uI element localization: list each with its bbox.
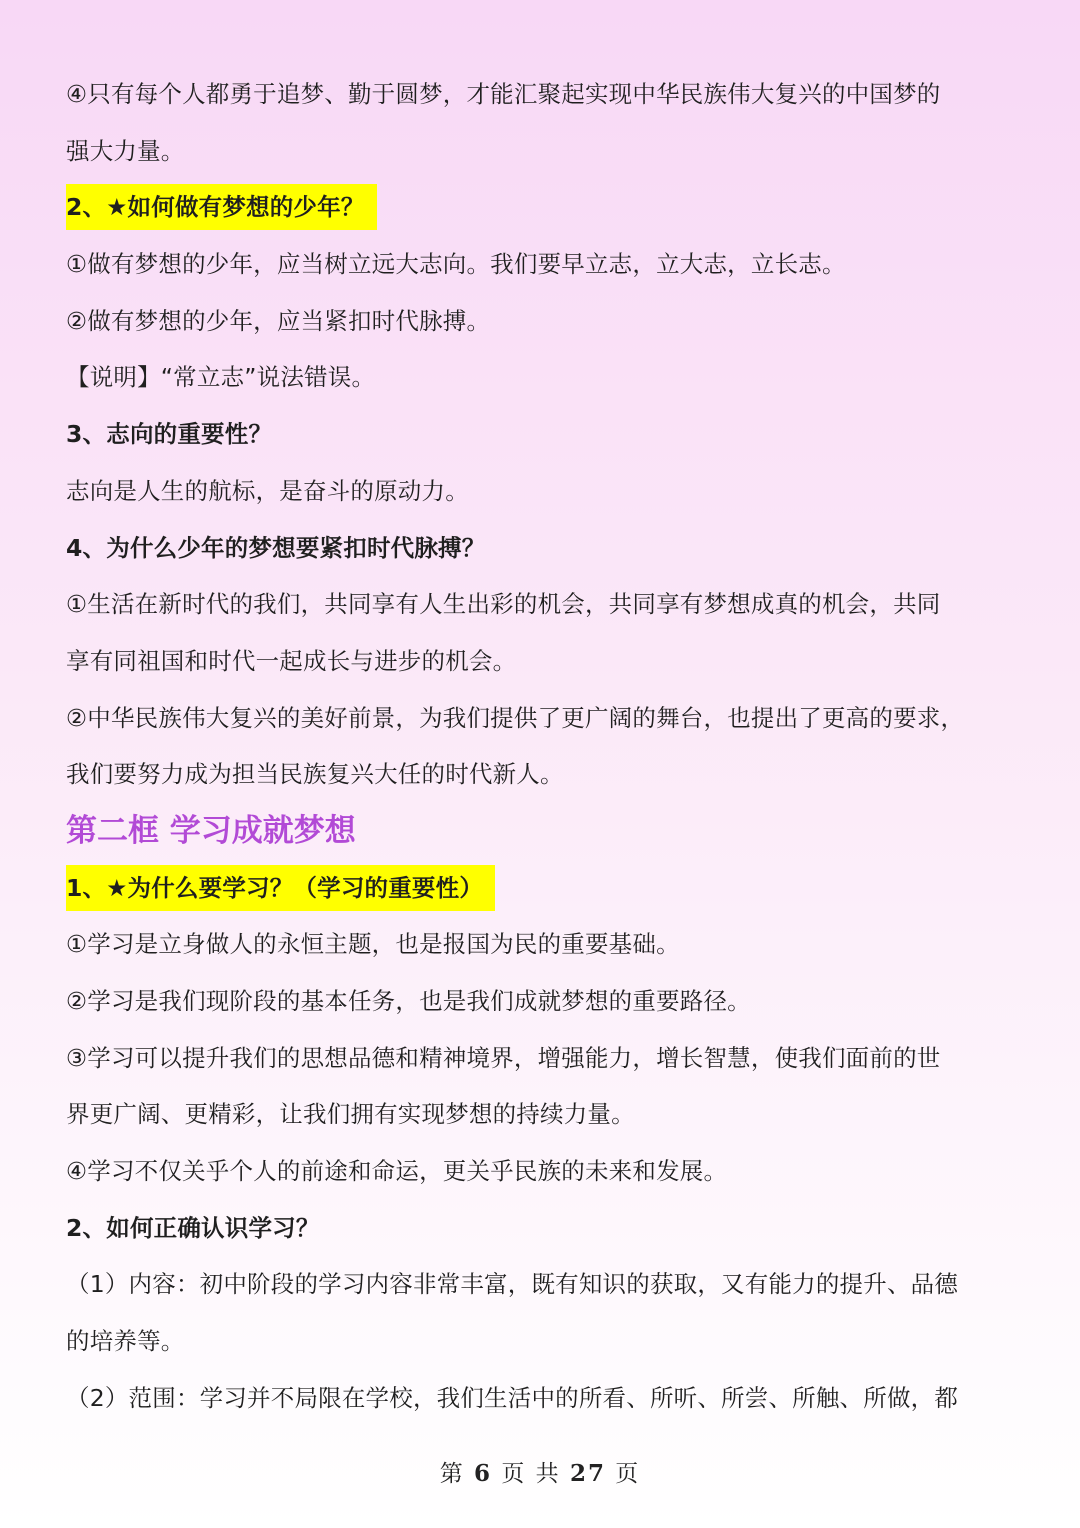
paragraph-line: （1）内容：初中阶段的学习内容非常丰富，既有知识的获取，又有能力的提升、品德 bbox=[66, 1270, 959, 1299]
question-heading bbox=[66, 179, 1016, 236]
total-page-number: 27 bbox=[569, 1460, 606, 1487]
section-title: 第二框 学习成就梦想 bbox=[66, 812, 356, 849]
paragraph-line: ④学习不仅关乎个人的前途和命运，更关乎民族的未来和发展。 bbox=[66, 1157, 728, 1186]
paragraph-line: ②中华民族伟大复兴的美好前景，为我们提供了更广阔的舞台，也提出了更高的要求， bbox=[66, 703, 965, 732]
paragraph-line: （2）范围：学习并不局限在学校，我们生活中的所看、所听、所尝、所触、所做，都 bbox=[66, 1383, 959, 1412]
highlighted-heading-text: 2、★如何做有梦想的少年？ bbox=[66, 184, 377, 230]
highlighted-heading-text: 1、★为什么要学习？（学习的重要性） bbox=[66, 865, 495, 911]
paragraph-line: 界更广阔、更精彩，让我们拥有实现梦想的持续力量。 bbox=[66, 1100, 635, 1129]
paragraph-line: ①做有梦想的少年，应当树立远大志向。我们要早立志，立大志，立长志。 bbox=[66, 250, 846, 279]
paragraph-line: 我们要努力成为担当民族复兴大任的时代新人。 bbox=[66, 760, 564, 789]
paragraph-line: 的培养等。 bbox=[66, 1327, 185, 1356]
note-line: 【说明】“常立志”说法错误。 bbox=[66, 363, 376, 392]
paragraph-line: ①学习是立身做人的永恒主题，也是报国为民的重要基础。 bbox=[66, 930, 680, 959]
question-heading bbox=[66, 860, 1016, 917]
question-heading: 4、为什么少年的梦想要紧扣时代脉搏？ bbox=[66, 533, 486, 562]
question-heading: 2、如何正确认识学习？ bbox=[66, 1213, 320, 1242]
paragraph-line: ①生活在新时代的我们，共同享有人生出彩的机会，共同享有梦想成真的机会，共同 bbox=[66, 590, 941, 619]
paragraph-line: 强大力量。 bbox=[66, 136, 185, 165]
paragraph-line: ④只有每个人都勇于追梦、勤于圆梦，才能汇聚起实现中华民族伟大复兴的中国梦的 bbox=[66, 80, 941, 108]
paragraph-line: 志向是人生的航标，是奋斗的原动力。 bbox=[66, 476, 469, 505]
current-page-number: 6 bbox=[474, 1460, 493, 1487]
footer-suffix: 页 bbox=[615, 1461, 641, 1487]
footer-middle: 页 共 bbox=[501, 1461, 561, 1487]
page-content bbox=[66, 66, 1016, 1427]
paragraph-line: ③学习可以提升我们的思想品德和精神境界，增强能力，增长智慧，使我们面前的世 bbox=[66, 1043, 941, 1072]
footer-prefix: 第 bbox=[439, 1461, 465, 1487]
question-heading: 3、志向的重要性？ bbox=[66, 420, 273, 449]
paragraph-line: ②做有梦想的少年，应当紧扣时代脉搏。 bbox=[66, 306, 491, 335]
page-footer bbox=[0, 1455, 1080, 1488]
paragraph-line: ②学习是我们现阶段的基本任务，也是我们成就梦想的重要路径。 bbox=[66, 987, 751, 1015]
paragraph-line: 享有同祖国和时代一起成长与进步的机会。 bbox=[66, 646, 517, 675]
